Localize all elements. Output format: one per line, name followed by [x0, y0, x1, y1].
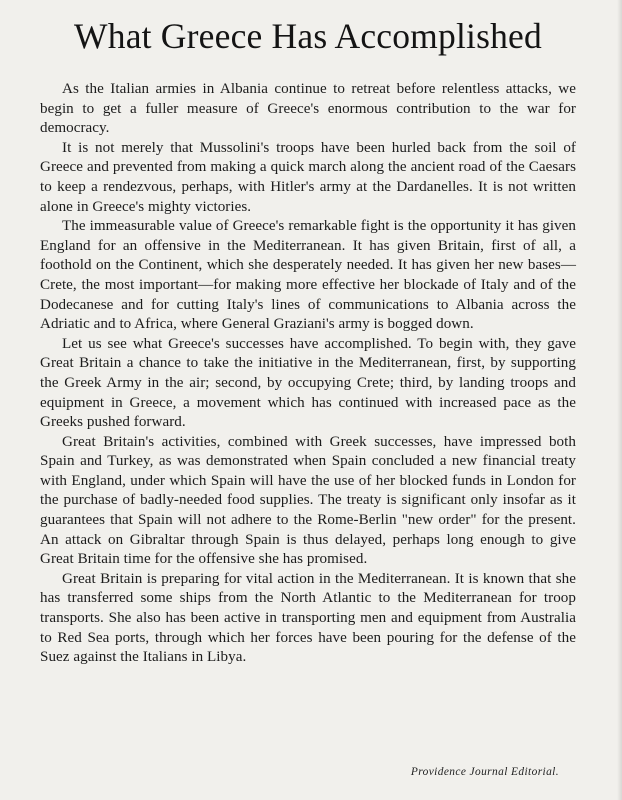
paragraph-5: Great Britain's activities, combined with Greek successes, have impressed both Spain and Turkey, as was demonstrated when Spain concluded a new financial treaty with England, under which Spain will have the use of her blocked funds in London for the purchase of badly-needed food supplies. The treaty is significant only insofar as it guarantees that Spain will not adhere to the Rome-Berlin "new order" for the present. An attack on Gibraltar through Spain is thus delayed, perhaps long enough to give Great Britain time for the offensive she has promised. — [40, 433, 576, 568]
paragraph-4: Let us see what Greece's successes have accomplished. To begin with, they gave Great Britain a chance to take the initiative in the Mediterranean, first, by supporting the Greek Army in the air; second, by occupying Crete; third, by landing troops and equipment in Greece, a movement which has continued with increased pace as the Greeks pushed forward. — [40, 335, 576, 431]
editorial-body — [40, 80, 576, 668]
paragraph-2: It is not merely that Mussolini's troops have been hurled back from the soil of Greece and prevented from making a quick march along the ancient road of the Caesars to keep a rendezvous, perhaps, with Hitler's army at the Dardanelles. It is not written alone in Greece's mighty victories. — [40, 139, 576, 215]
source-attribution: Providence Journal Editorial. — [410, 766, 559, 778]
document-title: What Greece Has Accomplished — [74, 16, 542, 56]
paragraph-6: Great Britain is preparing for vital action in the Mediterranean. It is known that she has transferred some ships from the North Atlantic to the Mediterranean for troop transports. She also has been active in transporting men and equipment from Australia to Red Sea ports, through which her forces have been pouring for the defense of the Suez against the Italians in Libya. — [40, 570, 576, 666]
paragraph-3: The immeasurable value of Greece's remarkable fight is the opportunity it has given England for an offensive in the Mediterranean. It has given Britain, first of all, a foothold on the Continent, which she desperately needed. It has given her new bases—Crete, the most important—for making more effective her blockade of Italy and of the Dodecanese and for cutting Italy's lines of communications to Albania across the Adriatic and to Africa, where General Graziani's army is bogged down. — [40, 218, 576, 333]
paragraph-1: As the Italian armies in Albania continue to retreat before relentless attacks, we begin to get a fuller measure of Greece's enormous contribution to the war for democracy. — [40, 81, 576, 137]
page-edge-shadow — [617, 0, 622, 800]
